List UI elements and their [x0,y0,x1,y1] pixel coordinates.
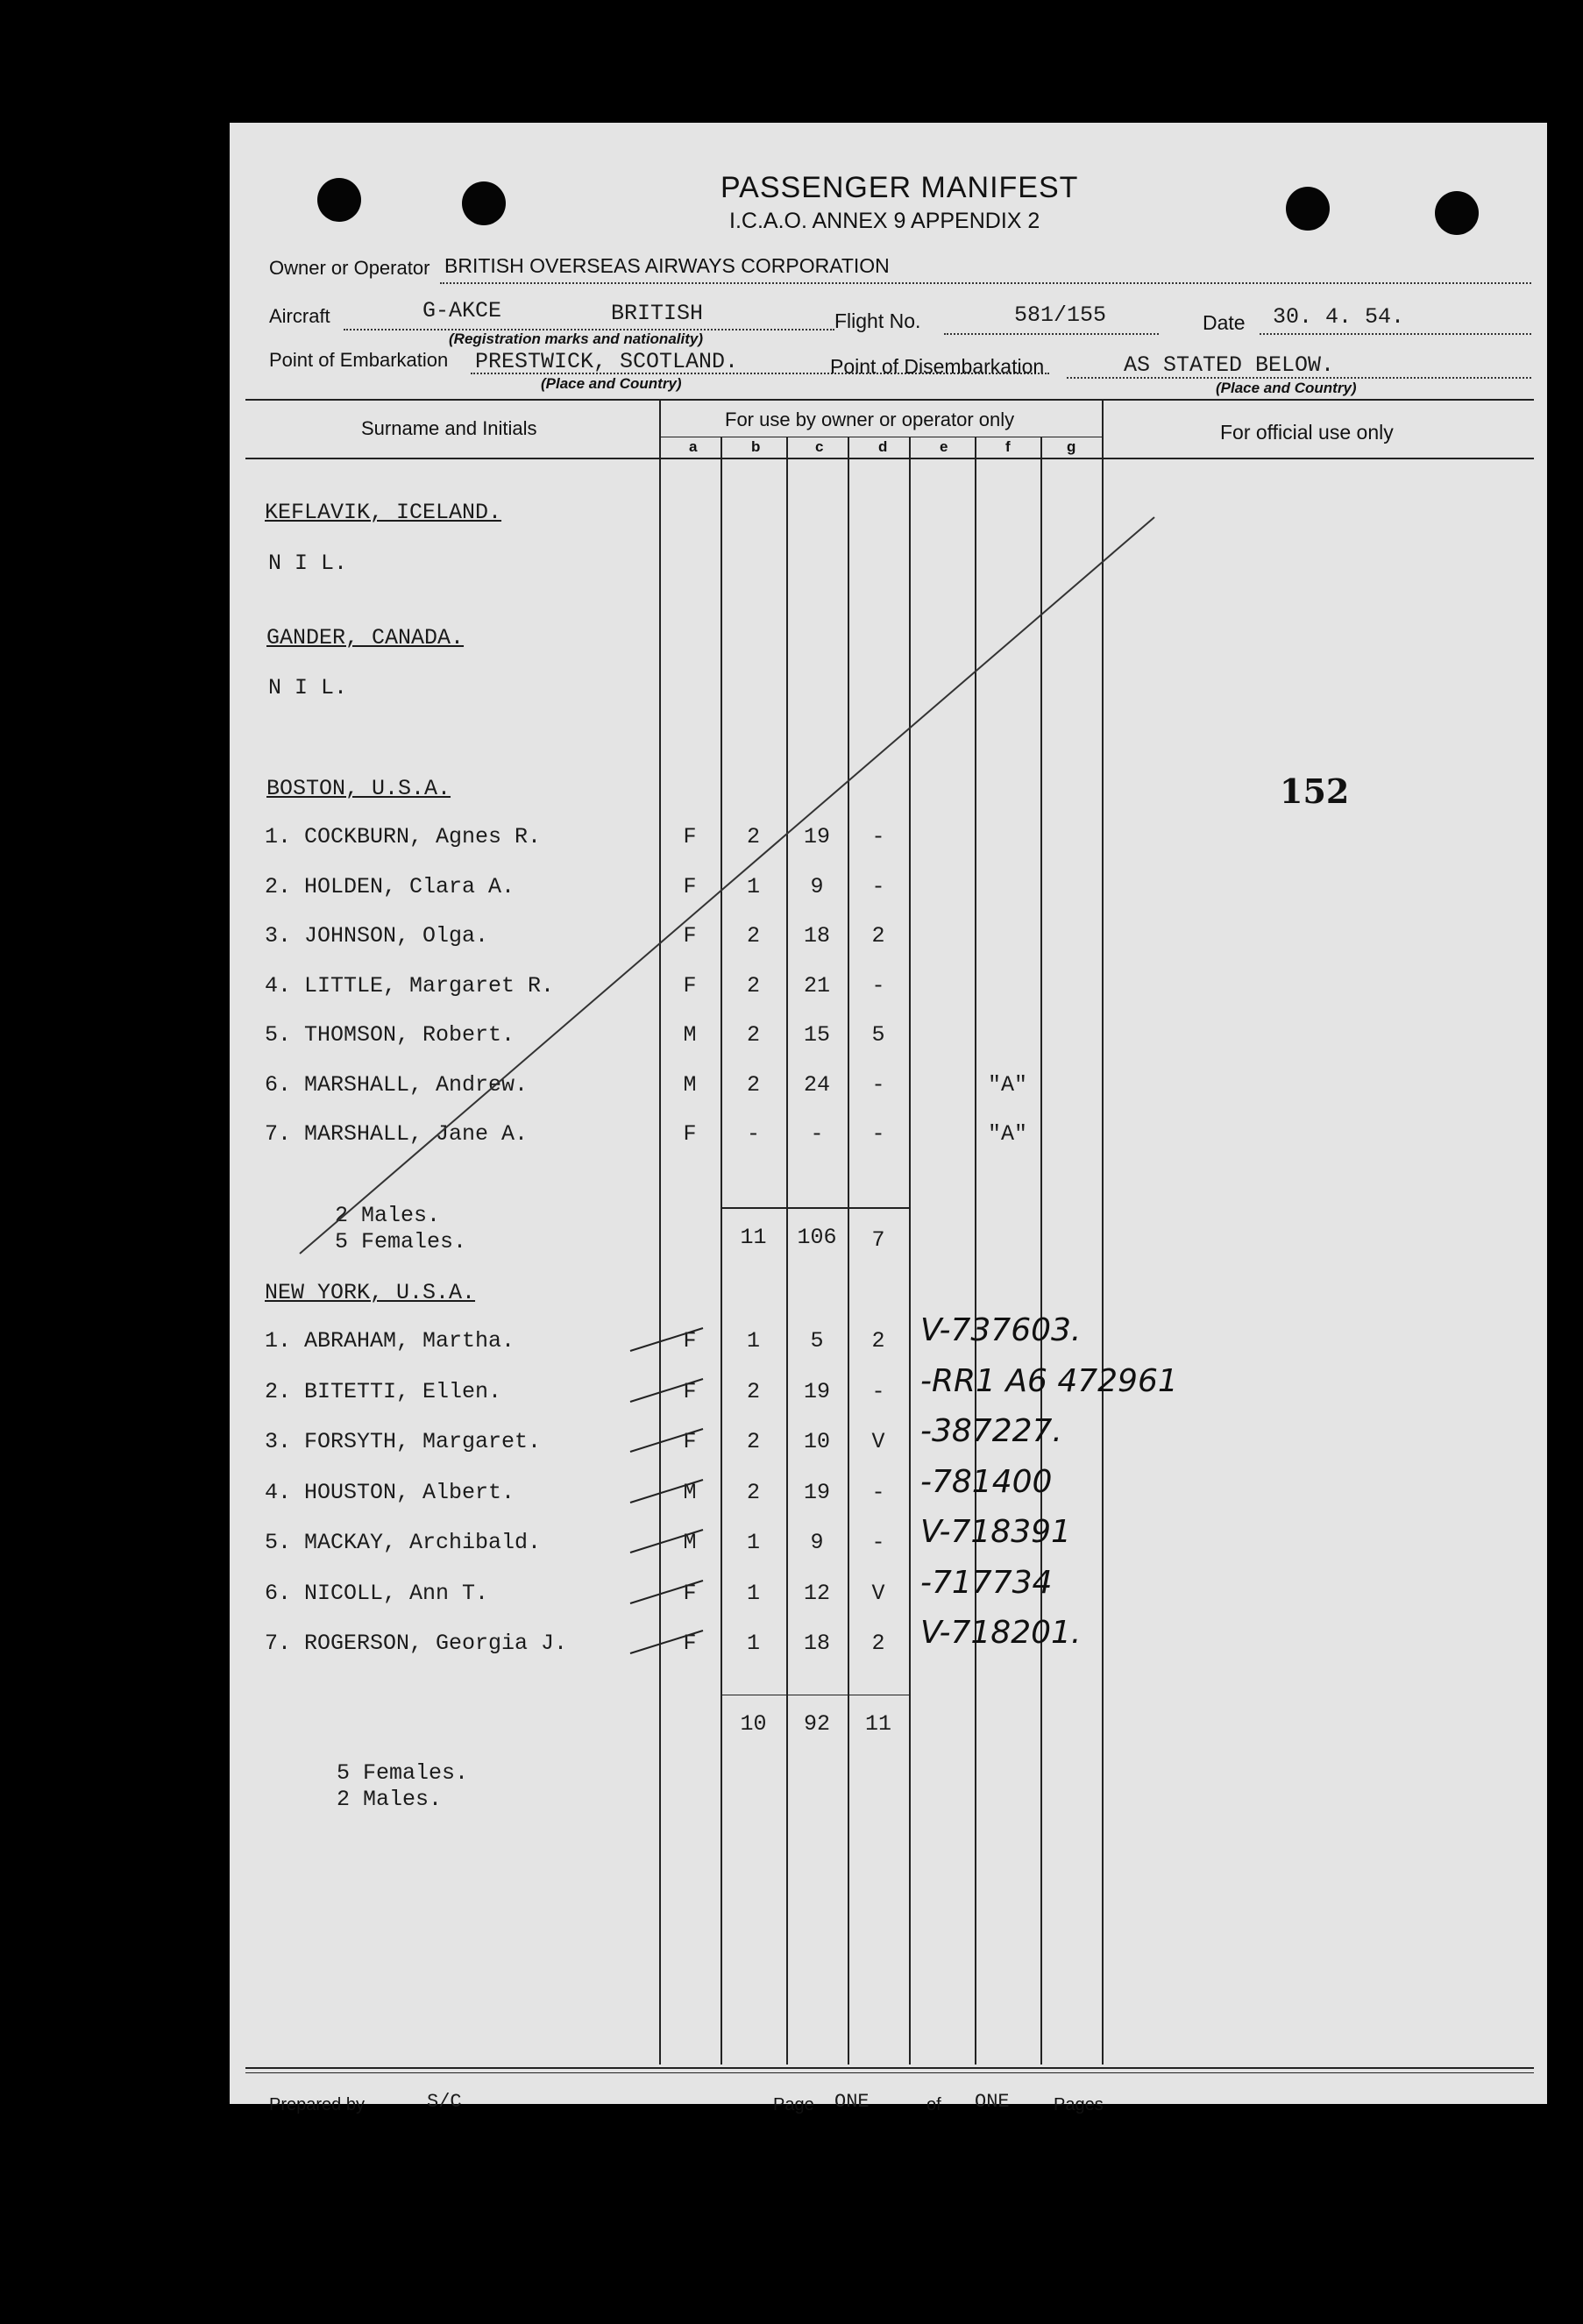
disembarkation-label: Point of Disembarkation [830,355,1045,378]
check-stroke [628,1523,707,1558]
cell-c: 18 [803,1631,830,1656]
boston-summary-females: 5 Females. [335,1229,467,1254]
cell-d: - [871,874,885,899]
cell-d: 2 [871,1631,885,1656]
embarkation-value: PRESTWICK, SCOTLAND. [475,349,739,374]
flight-label: Flight No. [834,309,921,332]
footer-page-value: ONE [834,2091,870,2113]
cell-c: 19 [803,1379,830,1404]
embarkation-note: (Place and Country) [541,375,682,392]
footer-of-label: of [926,2095,941,2114]
cell-a: F [683,1581,697,1606]
cell-a: F [683,1328,697,1354]
passenger-name: 7. MARSHALL, Jane A. [265,1121,529,1147]
disembarkation-value: AS STATED BELOW. [1124,352,1335,378]
cell-c: 19 [803,824,830,849]
check-stroke [628,1372,707,1407]
manifest-sheet [230,123,1547,2114]
manifest-title: PASSENGER MANIFEST [721,171,1079,204]
cell-d: 2 [871,923,885,949]
flight-number: 581/155 [1014,302,1107,328]
cell-f: "A" [987,1072,1027,1098]
newyork-total-d: 11 [864,1711,891,1737]
section-newyork: NEW YORK, U.S.A. [265,1280,476,1305]
handwritten-visa-note: -717734 [920,1565,1053,1601]
cell-b: 2 [746,1072,760,1098]
cell-b: 2 [746,1022,760,1048]
col-letter-g: g [1067,438,1076,455]
passenger-name: 5. THOMSON, Robert. [265,1022,515,1048]
col-letter-f: f [1005,438,1011,455]
cell-b: 1 [746,1581,760,1606]
section-keflavik: KEFLAVIK, ICELAND. [265,500,502,525]
table-bottom-line [245,2067,1534,2069]
cell-a: F [683,1379,697,1404]
handwritten-visa-note: V-718391 [920,1514,1071,1550]
passenger-name: 1. ABRAHAM, Martha. [265,1328,515,1354]
cell-d: - [871,973,885,999]
official-use-header: For official use only [1220,421,1394,444]
cell-c: 19 [803,1480,830,1505]
cell-d: - [871,824,885,849]
cell-b: 1 [746,1530,760,1555]
passenger-name: 1. COCKBURN, Agnes R. [265,824,542,849]
keflavik-nil: N I L. [268,551,348,576]
cell-a: F [683,824,697,849]
cell-b: 2 [746,1429,760,1454]
aircraft-label: Aircraft [269,305,330,327]
check-stroke [628,1574,707,1609]
col-letter-c: c [815,438,824,455]
cell-a: M [683,1022,697,1048]
footer-prepared-value: S/C [427,2091,462,2113]
handwritten-visa-note: -781400 [920,1464,1053,1500]
cell-b: 1 [746,1631,760,1656]
cell-c: 21 [803,973,830,999]
cell-d: - [871,1480,885,1505]
boston-summary-males: 2 Males. [335,1203,441,1228]
footer-of-value: ONE [975,2091,1010,2113]
col-letter-a: a [689,438,698,455]
footer-page-label: Page [773,2095,814,2114]
handwritten-visa-note: -RR1 A6 472961 [920,1363,1178,1399]
passenger-name: 2. HOLDEN, Clara A. [265,874,515,899]
stamp-number: 152 [1280,771,1350,811]
cell-c: 18 [803,923,830,949]
check-stroke [628,1422,707,1457]
boston-total-b: 11 [740,1225,767,1250]
cell-b: 2 [746,923,760,949]
cell-b: 2 [746,1480,760,1505]
cell-c: 9 [810,874,824,899]
cell-c: 10 [803,1429,830,1454]
date-label: Date [1203,311,1246,334]
owner-label: Owner or Operator [269,257,430,279]
cell-c: 5 [810,1328,824,1354]
cell-d: V [871,1429,885,1454]
surname-header: Surname and Initials [361,417,537,439]
footer-prepared-label: Prepared by [269,2095,365,2114]
cell-b: 2 [746,824,760,849]
cell-c: 9 [810,1530,824,1555]
cell-a: M [683,1072,697,1098]
boston-total-c: 106 [797,1225,837,1250]
cell-d: V [871,1581,885,1606]
boston-total-d: 7 [871,1227,885,1253]
registration-note: (Registration marks and nationality) [449,330,703,347]
passenger-name: 5. MACKAY, Archibald. [265,1530,542,1555]
handwritten-visa-note: V-737603. [920,1312,1082,1348]
passenger-name: 4. HOUSTON, Albert. [265,1480,515,1505]
cell-b: 1 [746,874,760,899]
cell-d: - [871,1121,885,1147]
aircraft-reg: G-AKCE [422,298,502,323]
cell-d: 2 [871,1328,885,1354]
cell-f: "A" [987,1121,1027,1147]
handwritten-visa-note: V-718201. [920,1615,1082,1651]
disembarkation-note: (Place and Country) [1216,380,1357,396]
passenger-name: 2. BITETTI, Ellen. [265,1379,502,1404]
cell-c: - [810,1121,824,1147]
cell-a: M [683,1530,697,1555]
newyork-summary-females: 5 Females. [337,1760,469,1786]
section-boston: BOSTON, U.S.A. [266,776,451,801]
passenger-name: 7. ROGERSON, Georgia J. [265,1631,568,1656]
cell-a: F [683,1429,697,1454]
aircraft-nationality: BRITISH [611,301,704,326]
date-value: 30. 4. 54. [1273,304,1405,330]
cell-a: F [683,1631,697,1656]
newyork-total-c: 92 [803,1711,830,1737]
handwritten-visa-note: -387227. [920,1413,1062,1449]
footer-pages-label: Pages [1054,2095,1104,2114]
check-stroke [628,1473,707,1508]
cell-d: - [871,1530,885,1555]
cell-a: F [683,973,697,999]
col-letter-d: d [878,438,888,455]
cell-c: 12 [803,1581,830,1606]
cell-a: M [683,1480,697,1505]
check-stroke [628,1321,707,1356]
passenger-name: 6. NICOLL, Ann T. [265,1581,489,1606]
cell-b: 2 [746,1379,760,1404]
cell-d: - [871,1072,885,1098]
cell-c: 24 [803,1072,830,1098]
col-letter-b: b [751,438,761,455]
manifest-subtitle: I.C.A.O. ANNEX 9 APPENDIX 2 [729,209,1040,233]
cell-a: F [683,1121,697,1147]
cell-b: 2 [746,973,760,999]
passenger-name: 3. JOHNSON, Olga. [265,923,489,949]
newyork-summary-males: 2 Males. [337,1787,443,1812]
cell-a: F [683,923,697,949]
cell-d: 5 [871,1022,885,1048]
passenger-name: 6. MARSHALL, Andrew. [265,1072,529,1098]
col-letter-e: e [940,438,948,455]
cell-d: - [871,1379,885,1404]
embarkation-label: Point of Embarkation [269,349,449,371]
table-bottom-line-2 [245,2072,1534,2073]
passenger-name: 4. LITTLE, Margaret R. [265,973,555,999]
cell-c: 15 [803,1022,830,1048]
owner-use-header: For use by owner or operator only [725,409,1015,430]
cell-b: 1 [746,1328,760,1354]
cell-b: - [746,1121,760,1147]
owner-value: BRITISH OVERSEAS AIRWAYS CORPORATION [444,254,890,277]
check-stroke [628,1624,707,1659]
cell-a: F [683,874,697,899]
section-gander: GANDER, CANADA. [266,625,465,650]
gander-nil: N I L. [268,675,348,700]
newyork-total-b: 10 [740,1711,767,1737]
passenger-name: 3. FORSYTH, Margaret. [265,1429,542,1454]
